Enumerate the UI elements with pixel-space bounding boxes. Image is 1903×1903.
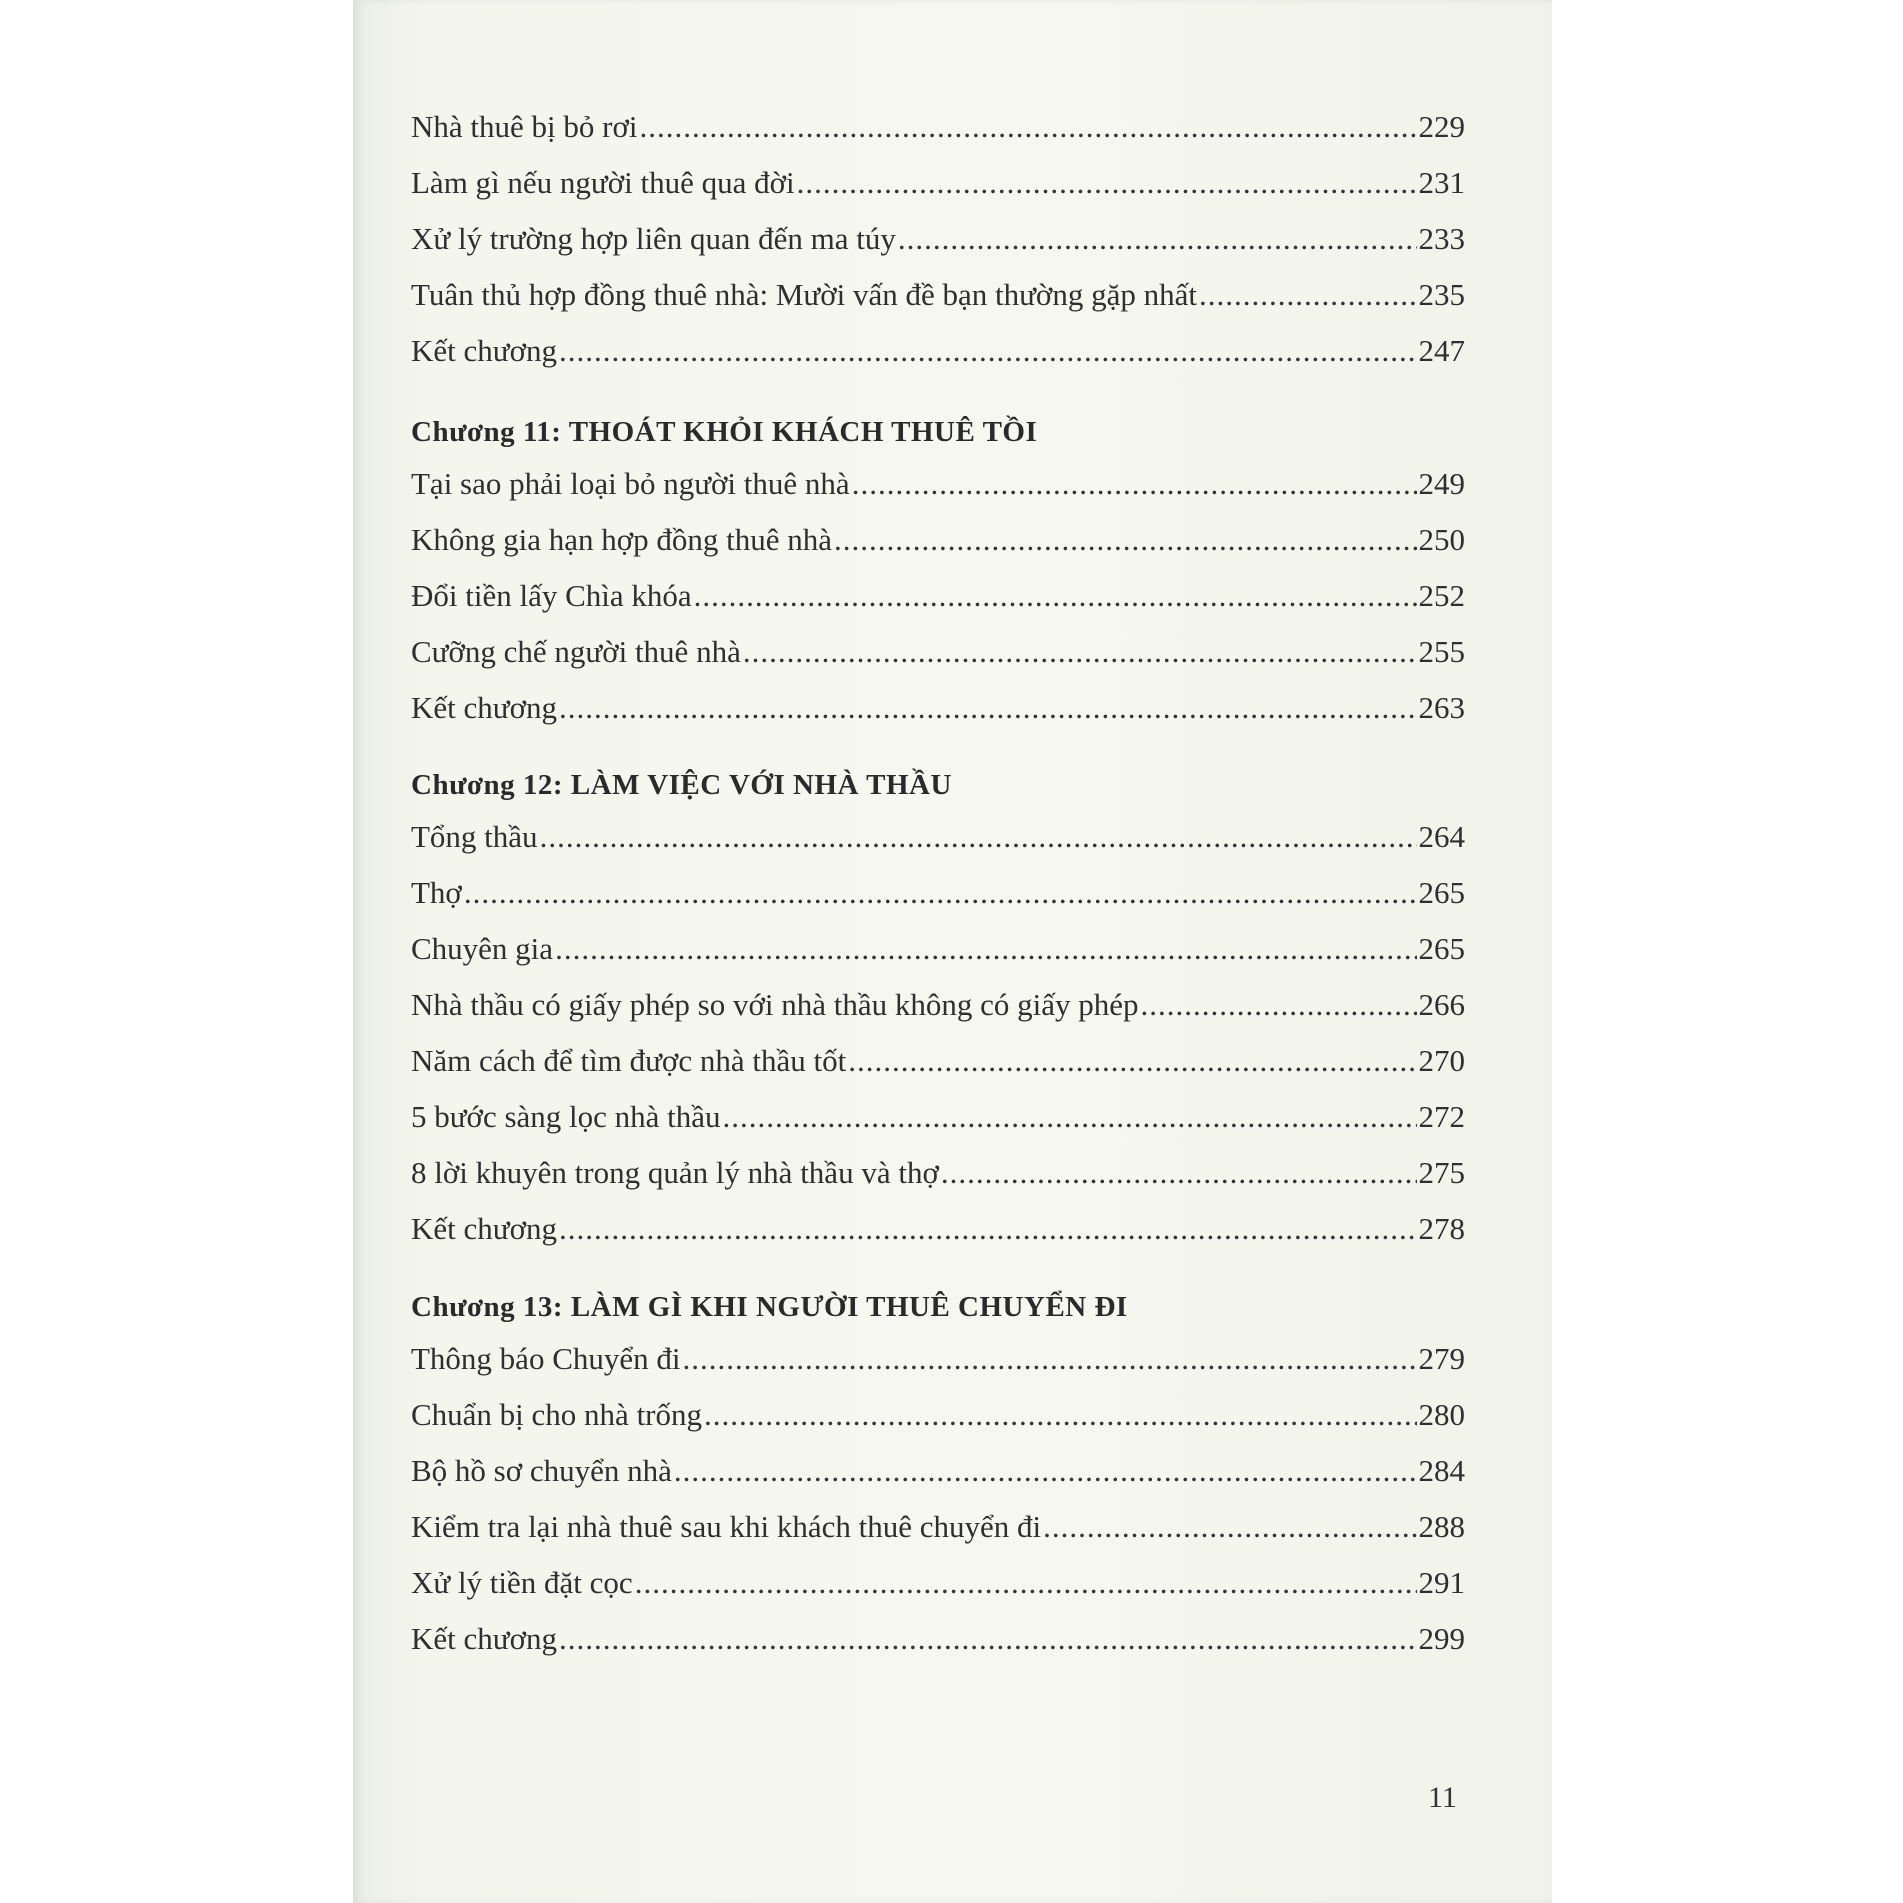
dot-leader xyxy=(852,464,1417,504)
toc-entry-page: 263 xyxy=(1418,690,1465,725)
toc-entry-title: Bộ hồ sơ chuyển nhà xyxy=(411,1453,672,1488)
toc-entry-title: Kết chương xyxy=(411,1211,557,1246)
toc-entry xyxy=(411,632,1465,672)
toc-entry xyxy=(411,163,1465,203)
toc-entry-page: 284 xyxy=(1418,1453,1465,1488)
toc-entry-title: Tại sao phải loại bỏ người thuê nhà xyxy=(411,466,850,501)
toc-entry-title: Làm gì nếu người thuê qua đời xyxy=(411,165,795,200)
toc-entry-title: Không gia hạn hợp đồng thuê nhà xyxy=(411,522,833,557)
toc-entry-title: Nhà thuê bị bỏ rơi xyxy=(411,109,638,144)
toc-entry xyxy=(411,1563,1465,1603)
chapter-heading: Chương 13: LÀM GÌ KHI NGƯỜI THUÊ CHUYỂN ĐI xyxy=(411,1291,1128,1323)
toc-entry-title: Kiểm tra lại nhà thuê sau khi khách thuê chuyển đi xyxy=(411,1509,1042,1544)
toc-entry xyxy=(411,576,1465,616)
toc-entry-page: 247 xyxy=(1418,333,1465,368)
dot-leader xyxy=(635,1563,1417,1603)
dot-leader xyxy=(559,688,1417,728)
toc-entry-page: 299 xyxy=(1418,1621,1465,1656)
toc-entry xyxy=(411,817,1465,857)
toc-entry xyxy=(411,873,1465,913)
toc-entry-title: Kết chương xyxy=(411,690,557,725)
toc-entry-page: 275 xyxy=(1418,1155,1465,1190)
toc-entry-title: Cưỡng chế người thuê nhà xyxy=(411,634,741,669)
toc-entry-page: 255 xyxy=(1418,634,1465,669)
dot-leader xyxy=(559,1619,1417,1659)
dot-leader xyxy=(540,817,1417,857)
toc-entry-page: 278 xyxy=(1418,1211,1465,1246)
toc-entry xyxy=(411,1619,1465,1659)
dot-leader xyxy=(559,1209,1417,1249)
toc-entry-title: Thông báo Chuyển đi xyxy=(411,1341,681,1376)
toc-entry-page: 250 xyxy=(1418,522,1465,557)
toc-entry xyxy=(411,1339,1465,1379)
toc-entry-page: 272 xyxy=(1418,1099,1465,1134)
toc-entry-page: 270 xyxy=(1418,1043,1465,1078)
toc-entry xyxy=(411,1451,1465,1491)
toc-entry xyxy=(411,1153,1465,1193)
toc-entry xyxy=(411,1395,1465,1435)
toc-entry-page: 233 xyxy=(1418,221,1465,256)
toc-entry-title: Chuẩn bị cho nhà trống xyxy=(411,1397,703,1432)
toc-entry-title: Thợ xyxy=(411,875,462,910)
dot-leader xyxy=(464,873,1417,913)
toc-entry-page: 265 xyxy=(1418,931,1465,966)
toc-entry-title: Năm cách để tìm được nhà thầu tốt xyxy=(411,1043,847,1078)
dot-leader xyxy=(1199,275,1417,315)
toc-entry xyxy=(411,464,1465,504)
toc-entry-title: 5 bước sàng lọc nhà thầu xyxy=(411,1099,721,1134)
toc-entry-page: 252 xyxy=(1418,578,1465,613)
dot-leader xyxy=(941,1153,1417,1193)
dot-leader xyxy=(797,163,1417,203)
toc-entry-page: 249 xyxy=(1418,466,1465,501)
toc-entry xyxy=(411,688,1465,728)
dot-leader xyxy=(704,1395,1416,1435)
dot-leader xyxy=(743,632,1417,672)
toc-entry xyxy=(411,929,1465,969)
toc-entry-title: Tổng thầu xyxy=(411,819,538,854)
dot-leader xyxy=(1141,985,1417,1025)
dot-leader xyxy=(834,520,1416,560)
toc-entry-page: 266 xyxy=(1418,987,1465,1022)
dot-leader xyxy=(723,1097,1417,1137)
toc-entry xyxy=(411,331,1465,371)
toc-entry-title: Xử lý trường hợp liên quan đến ma túy xyxy=(411,221,896,256)
toc-entry xyxy=(411,219,1465,259)
dot-leader xyxy=(898,219,1417,259)
toc-entry-title: Chuyên gia xyxy=(411,931,554,966)
toc-entry-page: 265 xyxy=(1418,875,1465,910)
toc-entry xyxy=(411,520,1465,560)
toc-entry-page: 288 xyxy=(1418,1509,1465,1544)
dot-leader xyxy=(559,331,1417,371)
dot-leader xyxy=(674,1451,1417,1491)
dot-leader xyxy=(683,1339,1417,1379)
dot-leader xyxy=(639,107,1416,147)
toc-entry-page: 291 xyxy=(1418,1565,1465,1600)
dot-leader xyxy=(1043,1507,1416,1547)
toc-entry xyxy=(411,1209,1465,1249)
toc-entry-page: 280 xyxy=(1418,1397,1465,1432)
toc-entry-title: Kết chương xyxy=(411,333,557,368)
dot-leader xyxy=(694,576,1417,616)
dot-leader xyxy=(848,1041,1416,1081)
dot-leader xyxy=(555,929,1416,969)
toc-entry-title: Xử lý tiền đặt cọc xyxy=(411,1565,633,1600)
toc-entry-page: 279 xyxy=(1418,1341,1465,1376)
toc-entry xyxy=(411,985,1465,1025)
toc-entry-title: 8 lời khuyên trong quản lý nhà thầu và thợ xyxy=(411,1155,939,1190)
toc-entry-title: Nhà thầu có giấy phép so với nhà thầu không có giấy phép xyxy=(411,987,1139,1022)
chapter-heading: Chương 11: THOÁT KHỎI KHÁCH THUÊ TỒI xyxy=(411,416,1038,448)
toc-entry-page: 264 xyxy=(1418,819,1465,854)
chapter-heading: Chương 12: LÀM VIỆC VỚI NHÀ THẦU xyxy=(411,769,952,801)
toc-entry-page: 235 xyxy=(1418,277,1465,312)
toc-entry-page: 231 xyxy=(1418,165,1465,200)
toc-entry xyxy=(411,275,1465,315)
toc-entry-title: Kết chương xyxy=(411,1621,557,1656)
toc-entry-title: Tuân thủ hợp đồng thuê nhà: Mười vấn đề bạn thường gặp nhất xyxy=(411,277,1197,312)
toc-entry xyxy=(411,1041,1465,1081)
page-number: 11 xyxy=(1428,1781,1457,1814)
toc-entry-page: 229 xyxy=(1418,109,1465,144)
toc-entry xyxy=(411,107,1465,147)
toc-entry xyxy=(411,1097,1465,1137)
toc-entry xyxy=(411,1507,1465,1547)
toc-entry-title: Đổi tiền lấy Chìa khóa xyxy=(411,578,692,613)
